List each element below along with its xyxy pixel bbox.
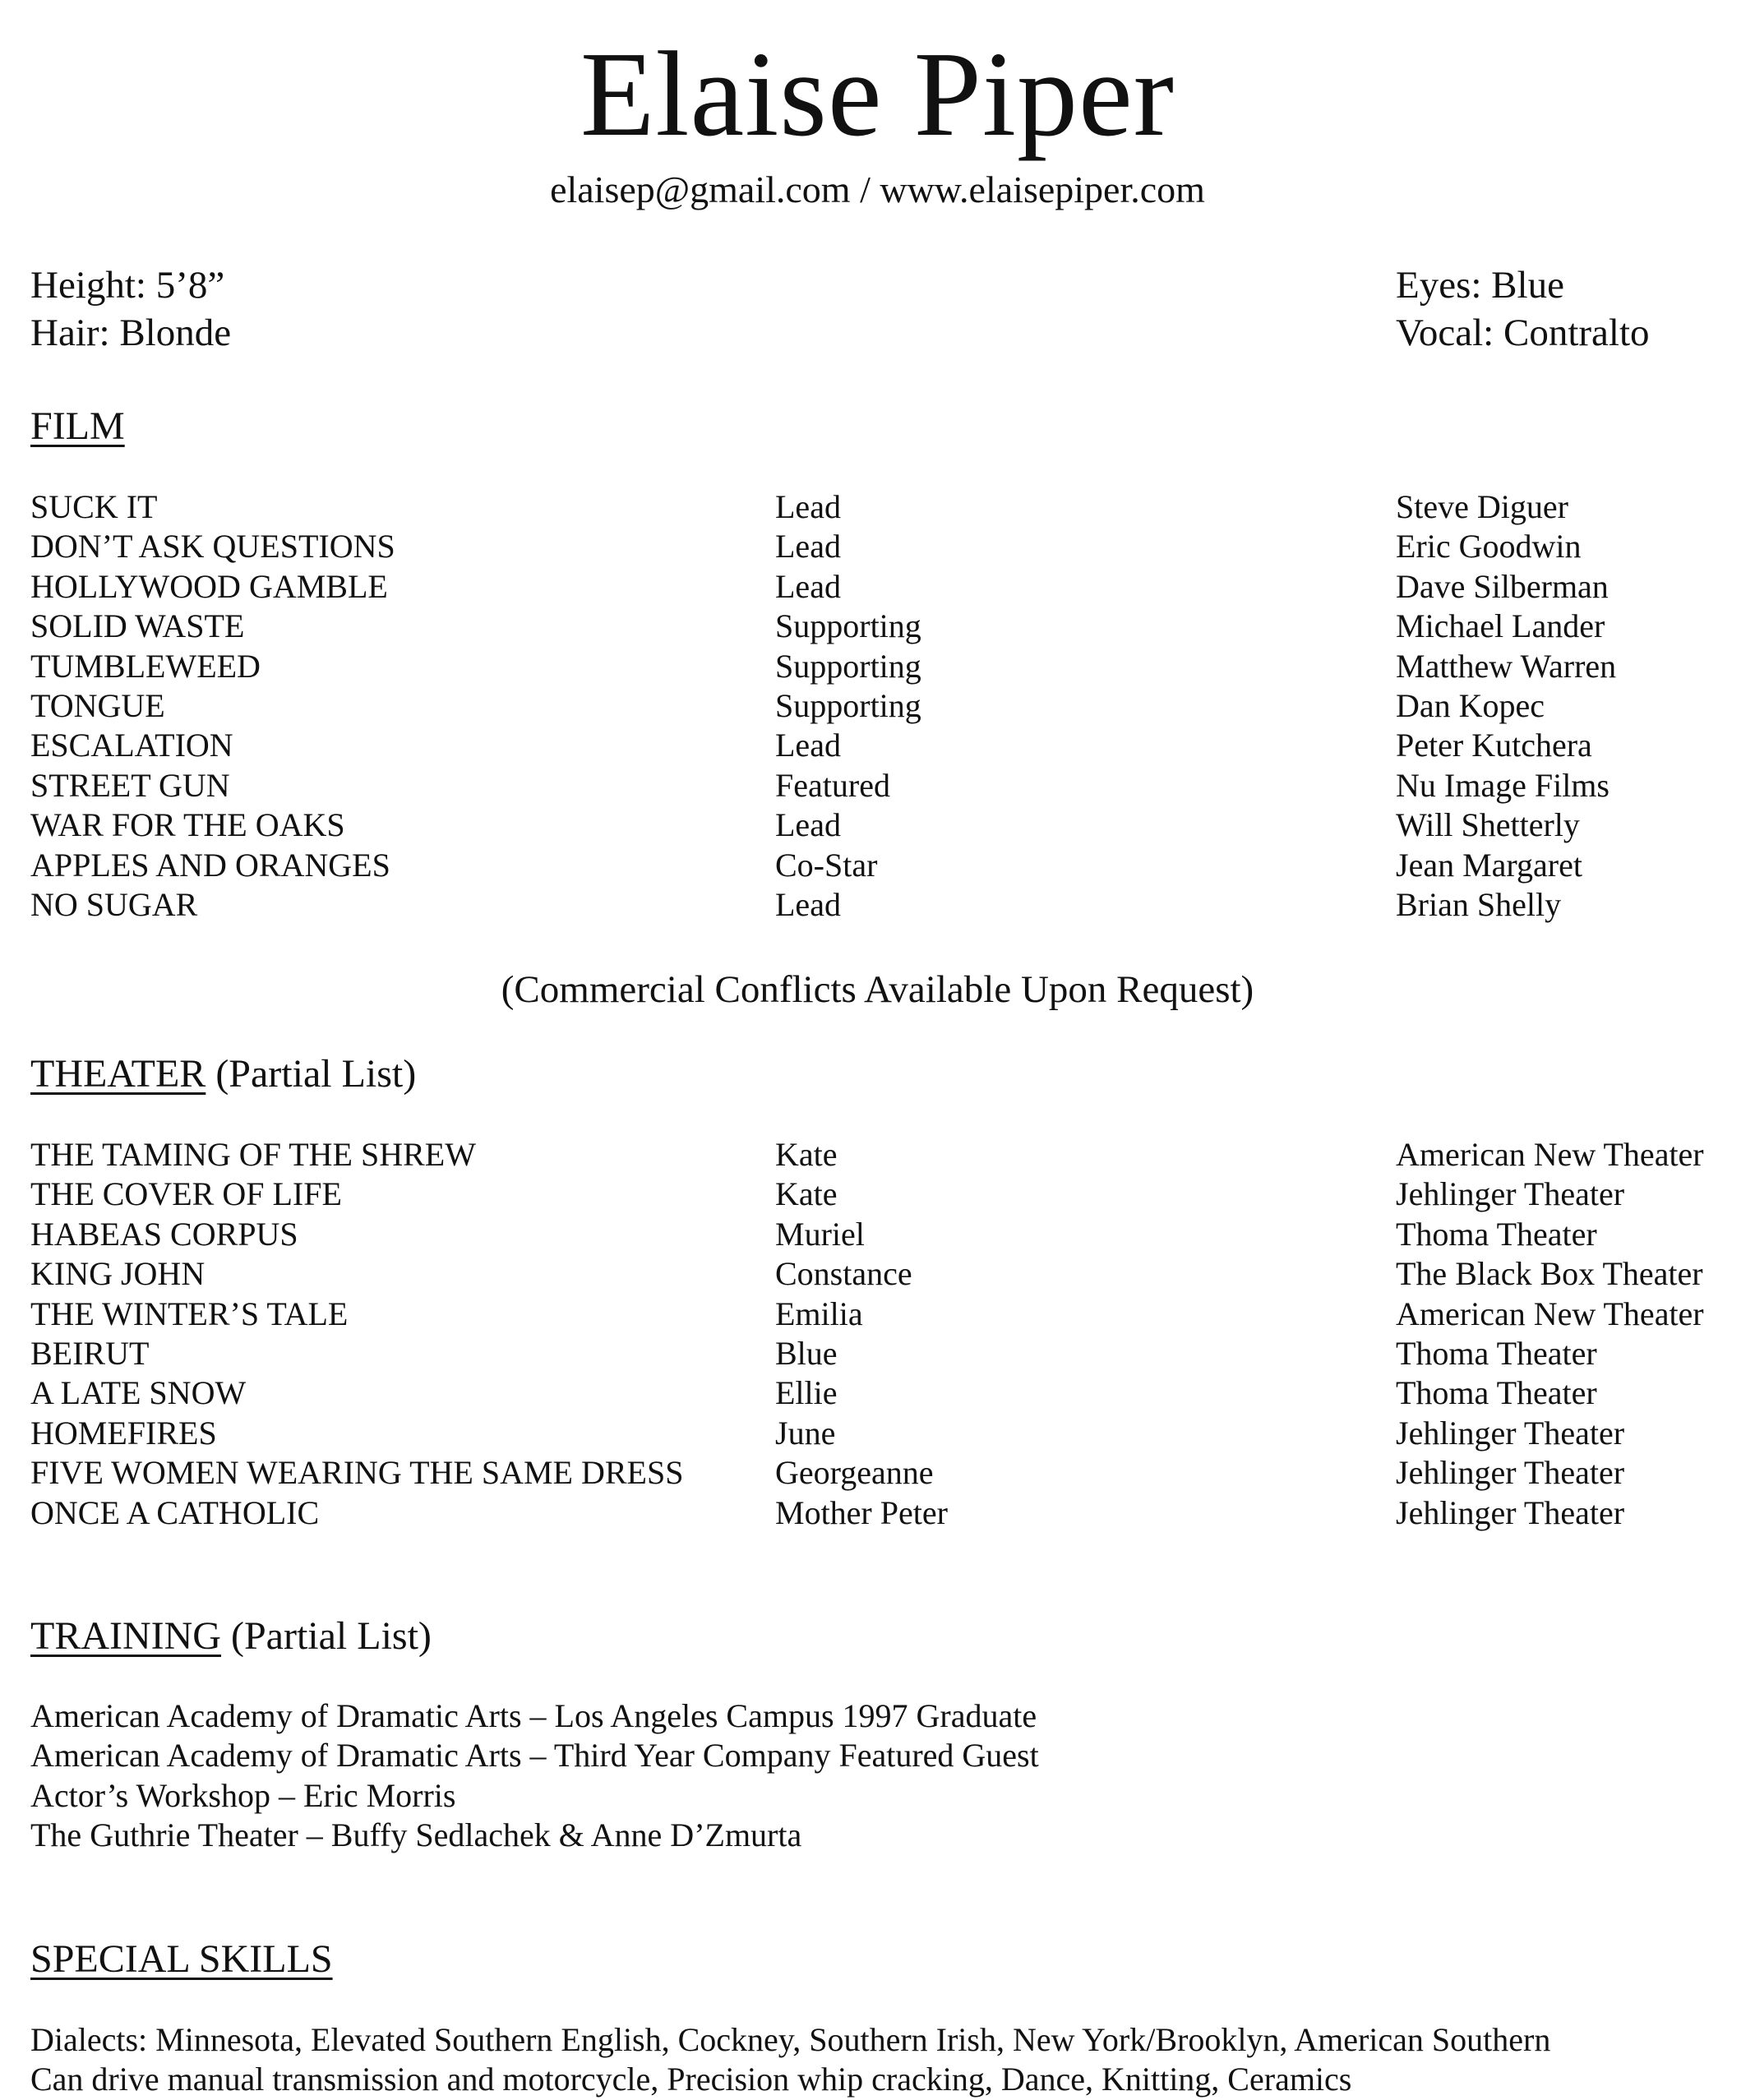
credit-row xyxy=(30,1295,1748,1334)
credit-role: Kate xyxy=(775,1175,838,1213)
credit-row xyxy=(30,726,1748,765)
list-item: Dialects: Minnesota, Elevated Southern English, Cockney, Southern Irish, New York/Brooklyn, American Southern xyxy=(30,2021,1551,2058)
training-heading-label: TRAINING xyxy=(30,1614,221,1658)
credit-row xyxy=(30,686,1748,726)
credit-role: Emilia xyxy=(775,1295,863,1332)
vocal-stat: Vocal: Contralto xyxy=(1396,312,1650,354)
credit-role: Lead xyxy=(775,885,841,923)
credit-row xyxy=(30,1414,1748,1453)
credit-title: WAR FOR THE OAKS xyxy=(30,806,345,844)
credit-director: Nu Image Films xyxy=(1396,766,1610,804)
credit-title: HOMEFIRES xyxy=(30,1414,217,1452)
stats-right xyxy=(1396,261,1650,357)
training-heading xyxy=(30,1613,432,1660)
credit-role: Supporting xyxy=(775,607,921,645)
skills-list xyxy=(30,2020,1550,2100)
credit-title: A LATE SNOW xyxy=(30,1374,247,1412)
credit-role: Co-Star xyxy=(775,846,878,884)
credit-director: Jean Margaret xyxy=(1396,846,1582,884)
credit-director: Jehlinger Theater xyxy=(1396,1493,1625,1531)
stats-left xyxy=(30,261,231,357)
credit-row xyxy=(30,607,1748,646)
credit-role: Lead xyxy=(775,567,841,605)
credit-title: THE COVER OF LIFE xyxy=(30,1175,342,1213)
credit-title: NO SUGAR xyxy=(30,885,198,923)
credit-title: SOLID WASTE xyxy=(30,607,245,645)
credit-director: Brian Shelly xyxy=(1396,885,1562,923)
credit-director: American New Theater xyxy=(1396,1295,1704,1332)
list-item: American Academy of Dramatic Arts – Los Angeles Campus 1997 Graduate xyxy=(30,1697,1037,1734)
film-credits xyxy=(30,487,1748,925)
credit-title: TUMBLEWEED xyxy=(30,647,261,685)
credit-director: Eric Goodwin xyxy=(1396,528,1582,565)
credit-title: TONGUE xyxy=(30,686,165,724)
credit-row xyxy=(30,647,1748,686)
credit-row xyxy=(30,1373,1748,1413)
credit-director: Thoma Theater xyxy=(1396,1374,1597,1412)
credit-role: Kate xyxy=(775,1136,838,1173)
film-heading xyxy=(30,403,125,450)
theater-heading xyxy=(30,1050,416,1098)
credit-role: Lead xyxy=(775,806,841,844)
credit-title: HABEAS CORPUS xyxy=(30,1215,298,1253)
credit-role: Featured xyxy=(775,766,890,804)
credit-row xyxy=(30,1135,1748,1175)
training-heading-note: (Partial List) xyxy=(220,1614,432,1658)
credit-director: Michael Lander xyxy=(1396,607,1605,645)
contact-line: elaisep@gmail.com / www.elaisepiper.com xyxy=(550,168,1205,210)
credit-director: The Black Box Theater xyxy=(1396,1255,1703,1293)
credit-director: Jehlinger Theater xyxy=(1396,1175,1625,1213)
credit-row xyxy=(30,805,1748,845)
credit-director: Dan Kopec xyxy=(1396,686,1545,724)
credit-role: June xyxy=(775,1414,836,1452)
credit-title: SUCK IT xyxy=(30,488,158,525)
credit-role: Mother Peter xyxy=(775,1493,948,1531)
credit-director: Thoma Theater xyxy=(1396,1334,1597,1372)
skills-heading-label: SPECIAL SKILLS xyxy=(30,1937,333,1981)
credit-row xyxy=(30,1215,1748,1254)
actor-name: Elaise Piper xyxy=(580,27,1175,162)
credit-director: Jehlinger Theater xyxy=(1396,1414,1625,1452)
credit-role: Muriel xyxy=(775,1215,865,1253)
credit-role: Lead xyxy=(775,727,841,764)
credit-row xyxy=(30,1334,1748,1373)
list-item: American Academy of Dramatic Arts – Third Year Company Featured Guest xyxy=(30,1737,1039,1775)
credit-role: Constance xyxy=(775,1255,912,1293)
credit-row xyxy=(30,846,1748,885)
credit-row xyxy=(30,766,1748,805)
list-item: Can drive manual transmission and motorcycle, Precision whip cracking, Dance, Knitting, Ceramics xyxy=(30,2061,1352,2098)
credit-director: Peter Kutchera xyxy=(1396,727,1592,764)
credit-title: STREET GUN xyxy=(30,766,230,804)
credit-role: Lead xyxy=(775,528,841,565)
credit-role: Supporting xyxy=(775,686,921,724)
credit-role: Blue xyxy=(775,1334,838,1372)
credit-director: Matthew Warren xyxy=(1396,647,1617,685)
credit-row xyxy=(30,567,1748,607)
credit-title: ESCALATION xyxy=(30,727,233,764)
credit-title: FIVE WOMEN WEARING THE SAME DRESS xyxy=(30,1454,684,1492)
credit-title: APPLES AND ORANGES xyxy=(30,846,390,884)
credit-row xyxy=(30,487,1748,527)
credit-director: Jehlinger Theater xyxy=(1396,1454,1625,1492)
credit-row xyxy=(30,527,1748,566)
credit-title: HOLLYWOOD GAMBLE xyxy=(30,567,388,605)
credit-title: DON’T ASK QUESTIONS xyxy=(30,528,395,565)
theater-heading-label: THEATER xyxy=(30,1052,206,1096)
eyes-stat: Eyes: Blue xyxy=(1396,264,1564,307)
training-list xyxy=(30,1696,1039,1856)
theater-credits xyxy=(30,1135,1748,1533)
skills-heading xyxy=(30,1936,333,1983)
credit-row xyxy=(30,1493,1748,1533)
film-heading-label: FILM xyxy=(30,404,125,448)
credit-title: ONCE A CATHOLIC xyxy=(30,1493,320,1531)
credit-row xyxy=(30,1175,1748,1214)
credit-director: Dave Silberman xyxy=(1396,567,1609,605)
credit-director: Will Shetterly xyxy=(1396,806,1580,844)
theater-heading-note: (Partial List) xyxy=(206,1052,417,1096)
credit-director: Steve Diguer xyxy=(1396,488,1568,525)
credit-row xyxy=(30,1254,1748,1294)
credit-director: American New Theater xyxy=(1396,1136,1704,1173)
credit-role: Supporting xyxy=(775,647,921,685)
credit-role: Lead xyxy=(775,488,841,525)
credit-title: THE WINTER’S TALE xyxy=(30,1295,349,1332)
list-item: The Guthrie Theater – Buffy Sedlachek & Anne D’Zmurta xyxy=(30,1816,802,1854)
credit-row xyxy=(30,885,1748,925)
credit-title: KING JOHN xyxy=(30,1255,206,1293)
credit-row xyxy=(30,1453,1748,1493)
credit-role: Georgeanne xyxy=(775,1454,934,1492)
credit-title: THE TAMING OF THE SHREW xyxy=(30,1136,476,1173)
credit-title: BEIRUT xyxy=(30,1334,150,1372)
credit-role: Ellie xyxy=(775,1374,838,1412)
height-stat: Height: 5’8” xyxy=(30,264,225,307)
list-item: Actor’s Workshop – Eric Morris xyxy=(30,1776,456,1814)
commercial-note: (Commercial Conflicts Available Upon Request) xyxy=(501,968,1254,1011)
credit-director: Thoma Theater xyxy=(1396,1215,1597,1253)
hair-stat: Hair: Blonde xyxy=(30,312,232,354)
